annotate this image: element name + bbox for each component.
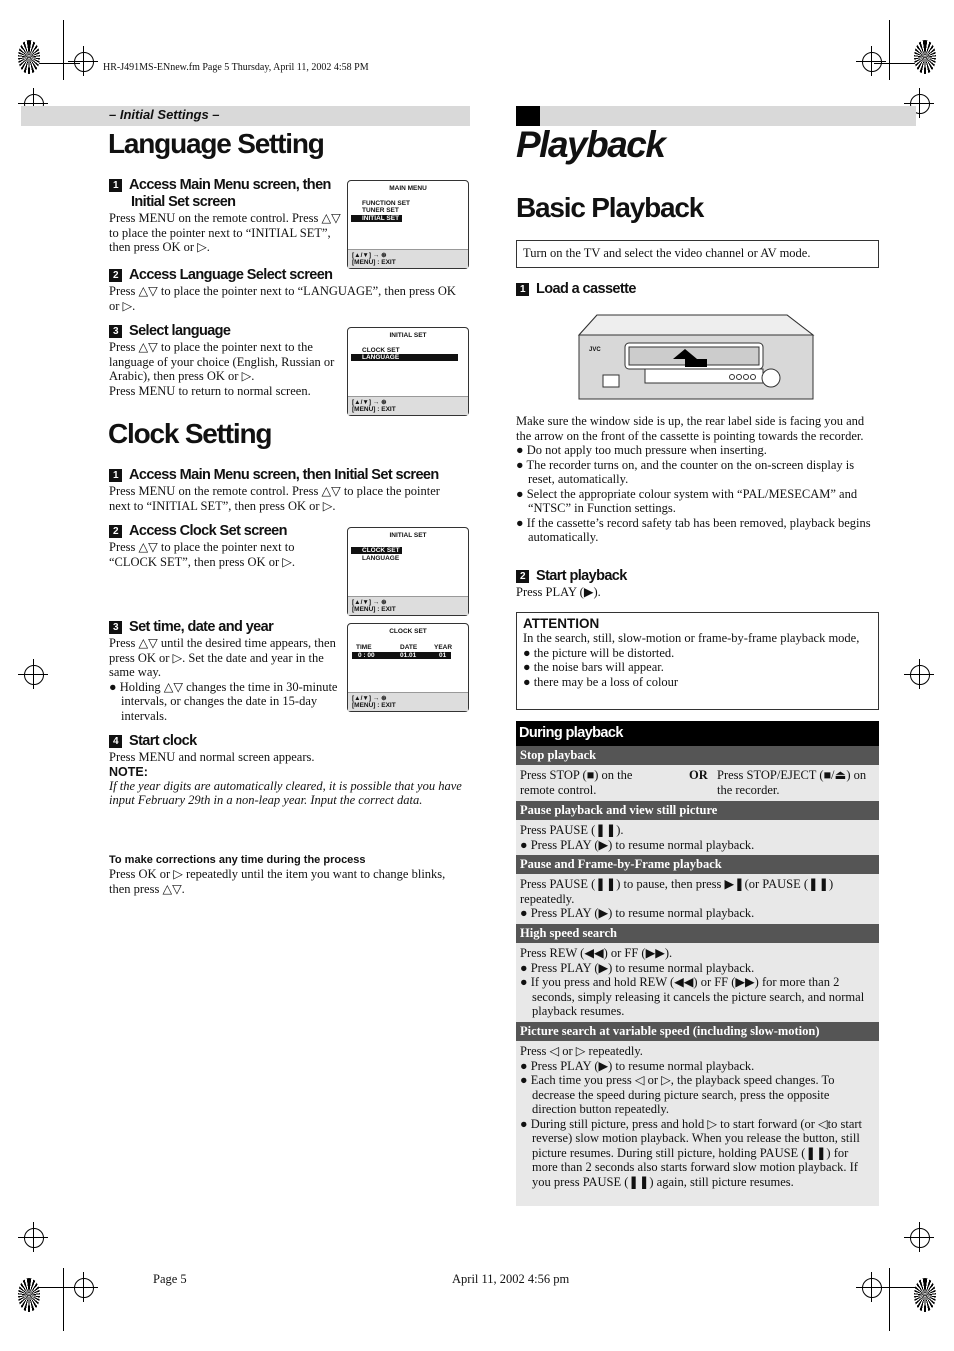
clock-title: Clock Setting: [108, 418, 272, 449]
load-bullet: ● Select the appropriate colour system with “PAL/MESECAM” and “NTSC” in Function settings.: [516, 486, 858, 515]
attention-bullet: ● the noise bars will appear.: [523, 660, 664, 674]
osd-val-year: 01: [439, 652, 447, 659]
pause-playback-heading: Pause playback and view still picture: [516, 801, 879, 820]
osd-foot-exit: [MENU] : EXIT: [352, 406, 396, 413]
bullet-text: Each time you press ◁ or ▷, the playback speed changes. To decrease the speed during picture search, press the opposite direction button repeatedly.: [530, 1073, 835, 1116]
frame-line: Press PAUSE (❚❚) to pause, then press ▶❚(or PAUSE (❚❚) repeatedly.: [520, 877, 834, 906]
language-title: Language Setting: [108, 128, 324, 159]
high-line: Press REW (◀◀) or FF (▶▶).: [520, 946, 673, 960]
bullet-text: If you press and hold REW (◀◀) or FF (▶▶) for more than 2 seconds, simply releasing it cancels the picture search, and normal playback resumes.: [530, 975, 865, 1018]
step-number: 1: [109, 179, 122, 192]
step-number: 2: [516, 570, 529, 583]
pause-bullet: ● Press PLAY (▶) to resume normal playback.: [520, 837, 755, 852]
frame-playback-body: [516, 874, 879, 924]
clock-step-1: [109, 466, 445, 513]
step-heading-line2: Initial Set screen: [131, 194, 236, 210]
corner-dial-top-right: [914, 40, 936, 74]
bullet-text: During still picture, press and hold ▷ to start forward (or ◁to start reverse) slow motion playback. When you release the button, still picture resumes. During still picture, holding PAUSE (❚❚) for more than 2 seconds also starts forward slow motion playback. If you press PAUSE (❚❚) again, still picture resumes.: [530, 1116, 862, 1189]
corner-dial-bottom-left: [18, 1278, 40, 1312]
high-bullet: ● If you press and hold REW (◀◀) or FF (▶▶) for more than 2 seconds, simply releasing it cancels the picture search, and normal playback resumes.: [520, 975, 865, 1018]
osd-col-date: DATE: [400, 644, 418, 651]
load-bullet: ● Do not apply too much pressure when inserting.: [516, 443, 767, 457]
osd-foot-nav: [▲/▼] → ⊛: [352, 599, 387, 606]
variable-speed-heading: Picture search at variable speed (including slow-motion): [516, 1022, 879, 1041]
var-bullet: ● During still picture, press and hold ▷ to start forward (or ◁to start reverse) slow motion playback. When you release the button, still picture resumes. During still picture, holding PAUSE (❚❚) for more than 2 seconds also starts forward slow motion playback. If you press PAUSE (❚❚) again, still picture resumes.: [520, 1116, 862, 1189]
attention-bullet: ● there may be a loss of colour: [523, 674, 679, 689]
bullet-text: there may be a loss of colour: [533, 674, 679, 689]
pause-playback-body: [516, 820, 879, 855]
language-step-3: [109, 322, 341, 398]
var-bullet: ● Press PLAY (▶) to resume normal playback.: [520, 1058, 755, 1073]
footer-date: April 11, 2002 4:56 pm: [452, 1272, 570, 1286]
playback-step-1: [516, 280, 636, 298]
attention-bullet: ● the picture will be distorted.: [523, 645, 675, 660]
step-text: Press △▽ to place the pointer next to “LANGUAGE”, then press OK or ▷.: [109, 284, 456, 313]
step-number: 2: [109, 525, 122, 538]
intro-text: Turn on the TV and select the video channel or AV mode.: [523, 246, 811, 260]
playback-title: Playback: [516, 124, 665, 165]
osd-item: LANGUAGE: [362, 555, 400, 562]
note-label: NOTE:: [109, 764, 148, 779]
bullet-text: If the cassette’s record safety tab has been removed, playback begins automatically.: [526, 515, 871, 544]
step-text: Press △▽ until the desired time appears, then press OK or ▷. Set the date and year in the same way.: [109, 636, 336, 679]
osd-foot-nav: [▲/▼] → ⊛: [352, 399, 387, 406]
stop-right: Press STOP/EJECT (■/⏏) on the recorder.: [717, 768, 867, 797]
high-speed-heading: High speed search: [516, 924, 879, 943]
during-playback-header: [516, 721, 879, 746]
osd-main-menu: [347, 180, 469, 269]
variable-speed-body: [516, 1041, 879, 1206]
load-paragraph: Make sure the window side is up, the rear label side is facing you and the arrow on the front of the cassette is pointing towards the recorder.: [516, 414, 865, 443]
corrections-text: Press OK or ▷ repeatedly until the item you want to change blinks, then press △▽.: [109, 867, 446, 896]
osd-foot-nav: [▲/▼] → ⊛: [352, 695, 387, 702]
step-bullet: ● Holding △▽ changes the time in 30-minute intervals, or changes the date in 15-day intervals.: [109, 679, 338, 723]
step-number: 3: [109, 325, 122, 338]
stop-playback-body: [516, 765, 879, 801]
attention-box: [516, 612, 879, 710]
note-text: If the year digits are automatically cleared, it is possible that you have input February 29th in a non-leap year. Input the correct data.: [109, 778, 462, 807]
during-title: During playback: [519, 725, 623, 741]
bullet-text: Select the appropriate colour system with “PAL/MESECAM” and “NTSC” in Function settings.: [526, 486, 858, 515]
osd-val-date: 01.01: [400, 652, 417, 659]
step-text: Press PLAY (▶).: [516, 585, 601, 599]
bullet-text: the picture will be distorted.: [533, 645, 675, 660]
bullet-text: Holding △▽ changes the time in 30-minute intervals, or changes the date in 15-day intervals.: [119, 679, 338, 723]
section-header: – Initial Settings –: [109, 107, 220, 122]
osd-clock-set: [347, 623, 469, 712]
bullet-text: The recorder turns on, and the counter on the on-screen display is reset, automatically.: [526, 457, 855, 486]
osd-col-year: YEAR: [434, 644, 453, 651]
language-step-1: [109, 176, 341, 255]
bullet-text: Press PLAY (▶) to resume normal playback.: [530, 837, 755, 852]
playback-header-bar: [516, 106, 916, 126]
osd-foot-nav: [▲/▼] → ⊛: [352, 252, 387, 259]
step-text: Press MENU on the remote control. Press △▽ to place the pointer next to “INITIAL SET”, then press OK or ▷.: [109, 484, 440, 513]
playback-step-2: [516, 567, 627, 600]
bullet-text: Do not apply too much pressure when inserting.: [526, 443, 767, 457]
high-bullet: ● Press PLAY (▶) to resume normal playback.: [520, 960, 755, 975]
step-number: 4: [109, 735, 122, 748]
corner-dial-bottom-right: [914, 1278, 936, 1312]
osd-col-time: TIME: [356, 644, 372, 651]
page-number: Page 5: [153, 1272, 187, 1286]
osd-title: CLOCK SET: [389, 628, 427, 635]
osd-val-time: 0 : 00: [358, 652, 375, 659]
step-number: 1: [109, 469, 122, 482]
step-number: 3: [109, 621, 122, 634]
osd-title: INITIAL SET: [389, 532, 427, 539]
step-heading: Access Main Menu screen, then: [129, 177, 331, 193]
step-heading: Start clock: [129, 733, 197, 749]
step-heading: Load a cassette: [536, 281, 636, 297]
osd-initial-set-clock: [347, 527, 469, 616]
osd-title: MAIN MENU: [389, 185, 427, 192]
playback-black-tab: [516, 106, 540, 126]
clock-step-3: [109, 618, 343, 723]
attention-text: In the search, still, slow-motion or frame-by-frame playback mode,: [523, 631, 860, 645]
osd-initial-set-language: [347, 327, 469, 416]
var-bullet: ● Each time you press ◁ or ▷, the playback speed changes. To decrease the speed during picture search, press the opposite direction button repeatedly.: [520, 1073, 835, 1116]
step-text: Press △▽ to place the pointer next to “CLOCK SET”, then press OK or ▷.: [109, 540, 295, 569]
osd-item-selected: INITIAL SET: [351, 215, 402, 222]
load-text: [516, 414, 881, 545]
var-line: Press ◁ or ▷ repeatedly.: [520, 1044, 643, 1058]
osd-foot-exit: [MENU] : EXIT: [352, 606, 396, 613]
osd-item: FUNCTION SET: [362, 200, 411, 207]
step-heading: Access Clock Set screen: [129, 523, 287, 539]
frame-bullet: ● Press PLAY (▶) to resume normal playback.: [520, 906, 755, 920]
corner-dial-top-left: [18, 40, 40, 74]
step-number: 2: [109, 269, 122, 282]
language-step-2: [109, 266, 469, 313]
file-header-line: HR-J491MS-ENnew.fm Page 5 Thursday, April 11, 2002 4:58 PM: [103, 62, 369, 73]
step-text-2: Press MENU to return to normal screen.: [109, 383, 311, 398]
stop-or: OR: [689, 768, 708, 782]
bullet-text: the noise bars will appear.: [533, 660, 664, 674]
osd-item: CLOCK SET: [362, 347, 400, 354]
step-text: Press MENU and normal screen appears.: [109, 750, 315, 764]
vcr-illustration: [577, 313, 816, 401]
load-bullet: ● The recorder turns on, and the counter on the on-screen display is reset, automatically.: [516, 457, 855, 486]
vcr-brand: JVC: [589, 347, 601, 353]
osd-foot-exit: [MENU] : EXIT: [352, 259, 396, 266]
pause-line: Press PAUSE (❚❚).: [520, 823, 624, 837]
step-heading: Start playback: [536, 568, 627, 584]
step-heading: Select language: [129, 323, 231, 339]
osd-item-selected: LANGUAGE: [351, 354, 458, 361]
clock-step-4: [109, 732, 469, 808]
clock-step-2: [109, 522, 334, 569]
bullet-text: Press PLAY (▶) to resume normal playback.: [530, 960, 755, 975]
attention-label: ATTENTION: [523, 616, 600, 631]
osd-item: TUNER SET: [362, 207, 399, 214]
step-heading: Set time, date and year: [129, 619, 274, 635]
corrections-heading: To make corrections any time during the process: [109, 854, 366, 866]
osd-foot-exit: [MENU] : EXIT: [352, 702, 396, 709]
intro-box: [516, 240, 879, 268]
osd-item-selected: CLOCK SET: [351, 547, 402, 554]
step-number: 1: [516, 283, 529, 296]
step-text: Press MENU on the remote control. Press △▽ to place the pointer next to “INITIAL SET”, then press OK or ▷.: [109, 211, 341, 254]
stop-left: Press STOP (■) on the remote control.: [520, 768, 633, 797]
corrections: [109, 853, 469, 896]
step-text: Press △▽ to place the pointer next to the language of your choice (English, Russian or Arabic), then press OK or ▷.: [109, 340, 335, 383]
frame-playback-heading: Pause and Frame-by-Frame playback: [516, 855, 879, 874]
bullet-text: Press PLAY (▶) to resume normal playback.: [530, 1058, 755, 1073]
stop-playback-heading: Stop playback: [516, 746, 879, 765]
section-header-bar: [21, 106, 470, 126]
basic-playback-title: Basic Playback: [516, 192, 704, 223]
bullet-text: Press PLAY (▶) to resume normal playback.: [530, 906, 755, 920]
load-bullet: ● If the cassette’s record safety tab has been removed, playback begins automatically.: [516, 515, 871, 544]
step-heading: Access Language Select screen: [129, 267, 333, 283]
osd-title: INITIAL SET: [389, 332, 427, 339]
step-heading: Access Main Menu screen, then Initial Set screen: [129, 467, 439, 483]
high-speed-body: [516, 943, 879, 1022]
